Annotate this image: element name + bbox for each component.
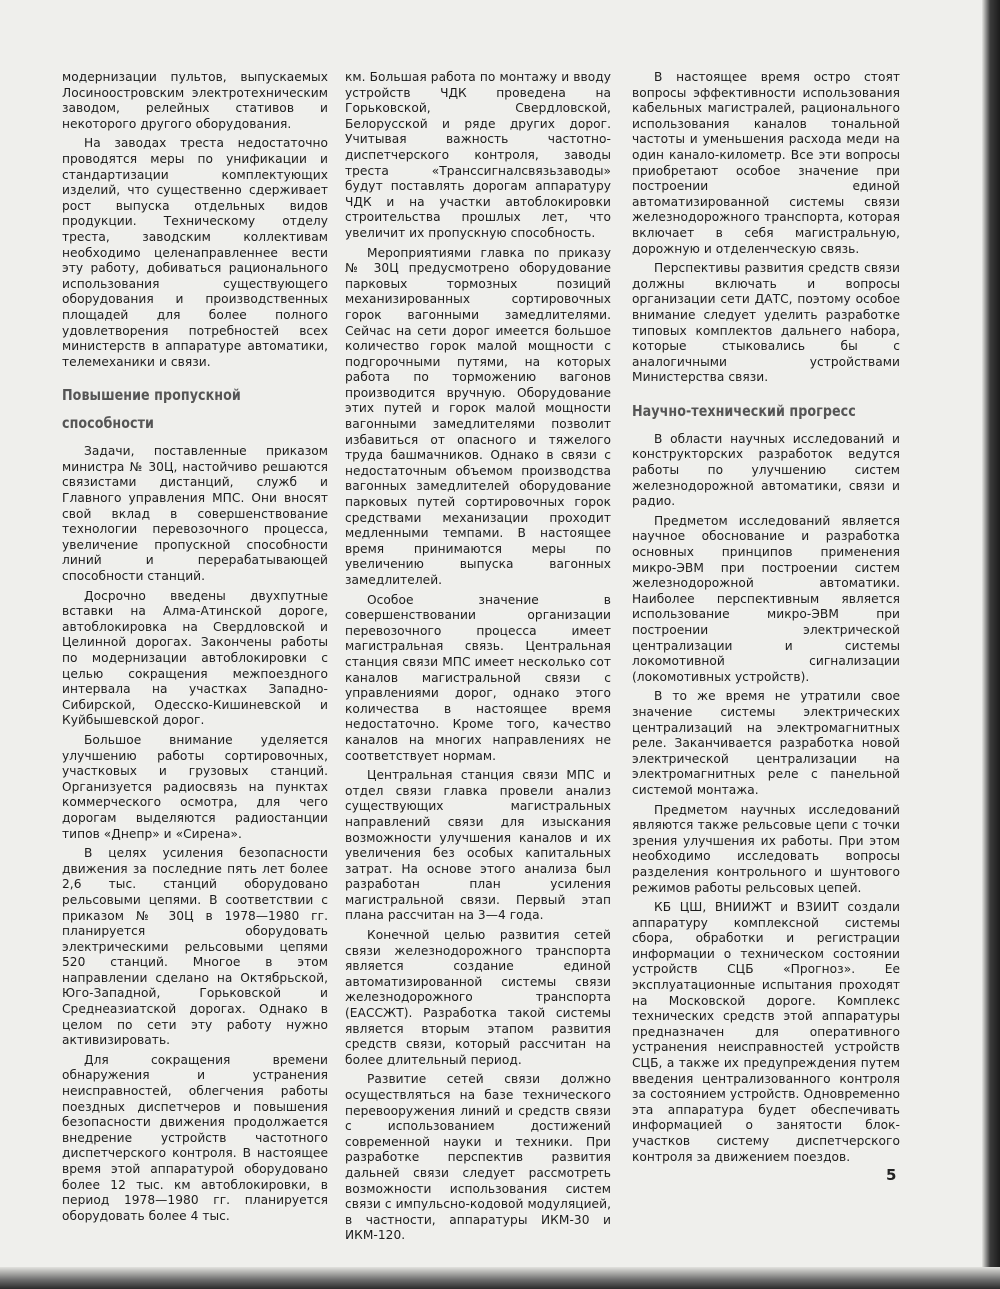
paragraph: Конечной целью развития сетей связи железнодорожного транспорта является создание единой автоматизированной системы связи железнодорожного транспорта (ЕАССЖТ). Разработка такой системы является вторым этапом развития средств связи, который рассчитан на более длительный период. (345, 928, 611, 1067)
paragraph: КБ ЦШ, ВНИИЖТ и ВЗИИТ создали аппаратуру комплексной системы сбора, обработки и регистрации информации о техническом состоянии устройств СЦБ «Прогноз». Ее эксплуатационные испытания проходят на Московской дороге. Комплекс технических средств этой аппаратуры предназначен для оперативного устранения неисправностей устройств СЦБ, а также их предупреждения путем введения централизованного контроля за состоянием устройств. Одновременно эта аппаратура будет обеспечивать информацией о занятости блок-участков систему диспетчерского контроля за движением поездов. (632, 900, 900, 1164)
scan-bottom-shadow (0, 1267, 1000, 1289)
heading-line: Научно-технический прогресс (632, 401, 856, 420)
text-column-1 (62, 70, 328, 1228)
paragraph: Предметом научных исследований являются также рельсовые цепи с точки зрения улучшения их работы. При этом необходимо исследовать вопросы разделения контрольного и шунтового режимов работы рельсовых цепей. (632, 802, 900, 895)
section-heading-progress (632, 400, 856, 422)
paragraph: модернизации пультов, выпускаемых Лосиноостровским электротехническим заводом, релейных стативов и некоторого другого оборудования. (62, 70, 328, 131)
paragraph: км. Большая работа по монтажу и вводу устройств ЧДК проведена на Горьковской, Свердловской, Белорусской и ряде других дорог. Учитывая важность частотно-диспетчерского контроля, заводы треста «Транссигналсвязьзаводы» будут поставлять дорогам аппаратуру ЧДК и на участки автоблокировки строительства прошлых лет, что увеличит их пропускную способность. (345, 70, 611, 240)
paragraph: Предметом исследований является научное обоснование и разработка основных принципов применения микро-ЭВМ при построении систем железнодорожной автоматики. Наиболее перспективным является использование микро-ЭВМ при построении электрической централизации и системы локомотивной сигнализации (локомотивных устройств). (632, 513, 900, 684)
text-column-3 (632, 70, 900, 1169)
paragraph: На заводах треста недостаточно проводятся меры по унификации и стандартизации комплектующих изделий, что существенно сдерживает рост выпуска отдельных видов продукции. Техническому отделу треста, заводским коллективам необходимо целенаправленнее вести эту работу, добиваться рационального использования существующего оборудования и производственных площадей для более полного удовлетворения потребностей всех министерств в аппаратуре автоматики, телемеханики и связи. (62, 136, 328, 369)
paragraph: Перспективы развития средств связи должны включать и вопросы организации сети ДАТС, поэтому особое внимание следует уделить разработке типовых комплектов дальнего набора, которые стыковались бы с аналогичными устройствами Министерства связи. (632, 261, 900, 385)
paragraph: Досрочно введены двухпутные вставки на Алма-Атинской дороге, автоблокировка на Свердловской и Целинной дорогах. Закончены работы по модернизации автоблокировки с целью сокращения межпоездного интервала на участках Западно-Сибирской, Одесско-Кишиневской и Куйбышевской дорог. (62, 588, 328, 728)
paragraph: Задачи, поставленные приказом министра № 30Ц, настойчиво решаются связистами дистанций, служб и Главного управления МПС. Они вносят свой вклад в совершенствование технологии перевозочного процесса, увеличение пропускной способности линий и перерабатывающей способности станций. (62, 444, 328, 584)
paragraph: Особое значение в совершенствовании организации перевозочного процесса имеет магистральная связь. Центральная станция связи МПС имеет несколько сот каналов магистральной связи с управлениями дорог, однако этого количества в настоящее время недостаточно. Кроме того, качество каналов на многих направлениях не соответствует нормам. (345, 592, 611, 763)
heading-line: Повышение пропускной (62, 386, 241, 405)
paragraph: Центральная станция связи МПС и отдел связи главка провели анализ существующих магистральных направлений связи для изыскания возможности улучшения каналов и их увеличения без особых капитальных затрат. На основе этого анализа был разработан план усиления магистральной связи. Первый этап плана рассчитан на 3—4 года. (345, 768, 611, 923)
text-column-2 (345, 70, 611, 1248)
scan-edge-shadow (982, 0, 1000, 1289)
section-heading-throughput (62, 384, 280, 434)
paragraph: Большое внимание уделяется улучшению работы сортировочных, участковых и грузовых станций. Организуется радиосвязь на пунктах коммерческого осмотра, для чего дорогам выделяются радиостанции типов «Днепр» и «Сирена». (62, 732, 328, 841)
paragraph: Для сокращения времени обнаружения и устранения неисправностей, облегчения работы поездных диспетчеров и повышения безопасности движения продолжается внедрение устройств частотного диспетчерского контроля. В настоящее время этой аппаратурой оборудовано более 12 тыс. км автоблокировки, в период 1978—1980 гг. планируется оборудовать более 4 тыс. (62, 1052, 328, 1223)
page-number: 5 (886, 1166, 897, 1184)
heading-line: способности (62, 414, 154, 433)
paragraph: Мероприятиями главка по приказу № 30Ц предусмотрено оборудование парковых тормозных позиций механизированных сортировочных горок вагонными замедлителями. Сейчас на сети дорог имеется большое количество горок малой мощности с подгорочными путями, на которых работа по торможению вагонов производится вручную. Оборудование этих путей и горок малой мощности вагонными замедлителями позволит избавиться от опасного и тяжелого труда башмачников. Однако в связи с недостаточным объемом производства вагонных замедлителей оборудование парковых путей сортировочных горок средствами механизации проходит медленными темпами. В настоящее время принимаются меры по увеличению выпуска вагонных замедлителей. (345, 245, 611, 587)
paragraph: В то же время не утратили свое значение системы электрических централизаций на электромагнитных реле. Заканчивается разработка новой электрической централизации на электромагнитных реле с панельной системой монтажа. (632, 689, 900, 797)
paragraph: В настоящее время остро стоят вопросы эффективности использования кабельных магистралей, рационального использования каналов тональной частоты и уменьшения расхода меди на один канало-километр. Все эти вопросы приобретают особое значение при построении единой автоматизированной системы связи железнодорожного транспорта, которая включает в себя магистральную, дорожную и отделенческую связь. (632, 70, 900, 256)
paragraph: Развитие сетей связи должно осуществляться на базе технического перевооружения линий и средств связи с использованием достижений современной науки и техники. При разработке перспектив развития дальней связи следует рассмотреть возможности использования систем связи с импульсно-кодовой модуляцией, в частности, аппаратуры ИКМ-30 и ИКМ-120. (345, 1072, 611, 1243)
paragraph: В целях усиления безопасности движения за последние пять лет более 2,6 тыс. станций оборудовано рельсовыми цепями. В соответствии с приказом № 30Ц в 1978—1980 гг. планируется оборудовать электрическими рельсовыми цепями 520 станций. Многое в этом направлении сделано на Октябрьской, Юго-Западной, Горьковской и Среднеазиатской дорогах. Однако в целом по сети эту работу нужно активизировать. (62, 846, 328, 1048)
paragraph: В области научных исследований и конструкторских разработок ведутся работы по улучшению систем железнодорожной автоматики, связи и радио. (632, 431, 900, 509)
